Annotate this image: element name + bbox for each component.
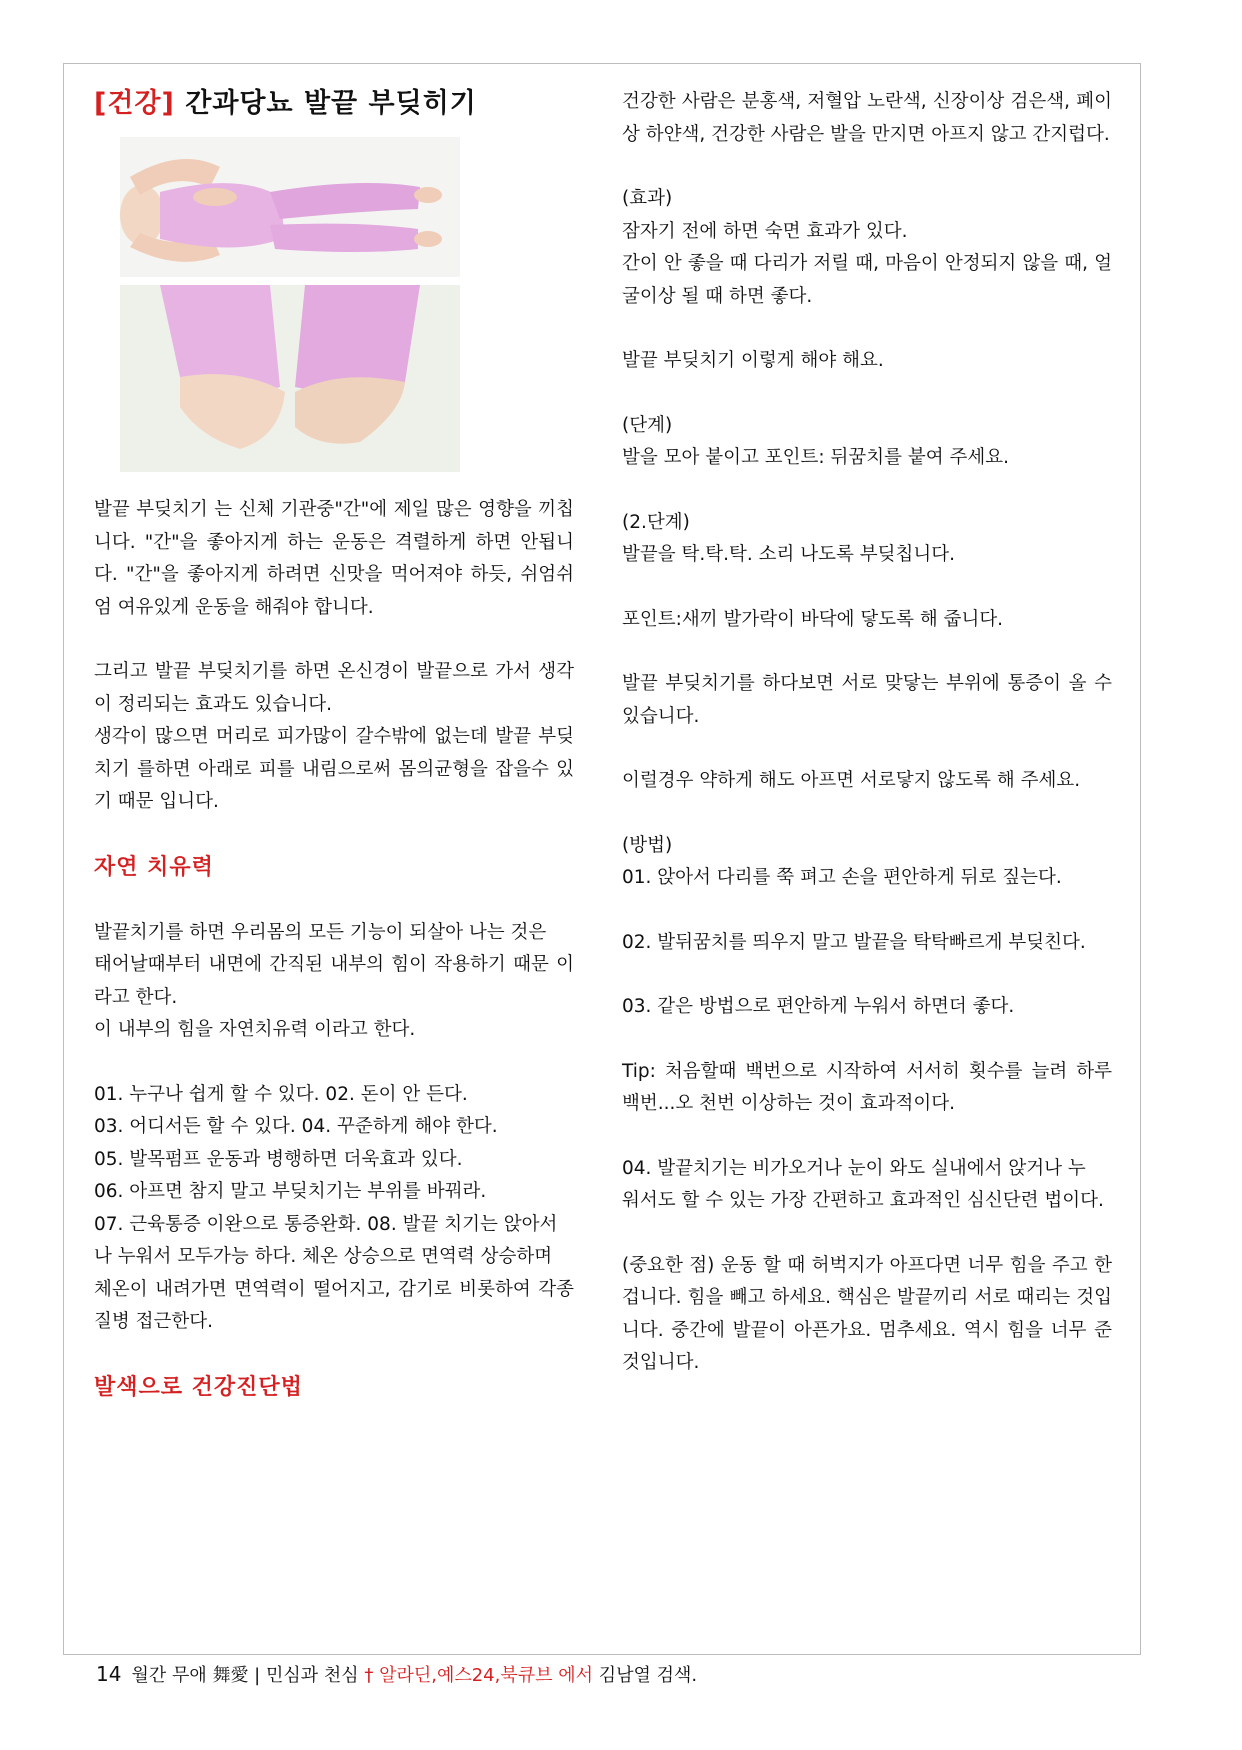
method-4a: 04. 발끝치기는 비가오거나 눈이 와도 실내에서 앉거나 누 bbox=[622, 1157, 1086, 1179]
search-hint: 김남열 검색. bbox=[593, 1665, 698, 1686]
natural-healing-line-3: 이 내부의 힘을 자연치유력 이라고 한다. bbox=[94, 1019, 416, 1041]
benefit-list-item: 나 누워서 모두가능 하다. 체온 상승으로 면역력 상승하며 bbox=[94, 1246, 553, 1268]
title-text: 간과당뇨 발끝 부딪히기 bbox=[174, 88, 477, 119]
method-label: (방법) bbox=[622, 834, 673, 856]
foot-color-diagnosis-heading: 발색으로 건강진단법 bbox=[94, 1374, 303, 1400]
title-tag: [건강] bbox=[94, 88, 175, 119]
important-note: (중요한 점) 운동 할 때 허벅지가 아프다면 너무 힘을 주고 한겁니다. 힘을 빼고 하세요. 핵심은 발끝끼리 서로 때리는 것입니다. 중간에 발끝이 아픈가요. 멈추세요. 역시 힘을 너무 준 것입니다. bbox=[622, 1254, 1112, 1373]
intro-paragraph-1: 발끝 부딪치기 는 신체 기관중"간"에 제일 많은 영향을 끼칩니다. "간"을 좋아지게 하는 운동은 격렬하게 하면 안됩니다. "간"을 좋아지게 하려면 신맛을 먹어져야 하듯, 쉬엄쉬엄 여유있게 운동을 해줘야 합니다. bbox=[94, 499, 574, 618]
caution-2: 이럴경우 약하게 해도 아프면 서로닿지 않도록 해 주세요. bbox=[622, 770, 1081, 791]
step-2-label: (2.단계) bbox=[622, 511, 690, 533]
tip: Tip: 처음할때 백번으로 시작하여 서서히 횟수를 늘려 하루 백번...오 천번 이상하는 것이 효과적이다. bbox=[622, 1060, 1112, 1114]
method-4b: 워서도 할 수 있는 가장 간편하고 효과적인 심신단련 법이다. bbox=[622, 1190, 1104, 1211]
effect-label: (효과) bbox=[622, 188, 673, 209]
store-highlight: † 알라딘,예스24,북큐브 에서 bbox=[364, 1665, 594, 1686]
method-3: 03. 같은 방법으로 편안하게 누워서 하면더 좋다. bbox=[622, 996, 1015, 1017]
method-1: 01. 앉아서 다리를 쭉 펴고 손을 편안하게 뒤로 짚는다. bbox=[622, 867, 1062, 888]
natural-healing-heading: 자연 치유력 bbox=[94, 854, 214, 880]
benefit-list-item: 07. 근육통증 이완으로 통증완화. 08. 발끝 치기는 앉아서 bbox=[94, 1213, 558, 1235]
effect-line-1: 잠자기 전에 하면 숙면 효과가 있다. bbox=[622, 220, 908, 242]
point-note: 포인트:새끼 발가락이 바닥에 닿도록 해 줍니다. bbox=[622, 608, 1004, 630]
page-footer bbox=[96, 1660, 697, 1690]
page-frame bbox=[63, 63, 1141, 1655]
method-2: 02. 발뒤꿈치를 띄우지 말고 발끝을 탁탁빠르게 부딪친다. bbox=[622, 931, 1086, 953]
right-column bbox=[622, 86, 1112, 1380]
caution-1: 발끝 부딪치기를 하다보면 서로 맞닿는 부위에 통증이 올 수 있습니다. bbox=[622, 673, 1112, 727]
benefit-list-item: 체온이 내려가면 면역력이 떨어지고, 감기로 비롯하여 각종 질병 접근한다. bbox=[94, 1278, 574, 1333]
intro-paragraph-2: 그리고 발끝 부딪치기를 하면 온신경이 발끝으로 가서 생각이 정리되는 효과도 있습니다. bbox=[94, 661, 574, 715]
step-2: 발끝을 탁.탁.탁. 소리 나도록 부딪칩니다. bbox=[622, 544, 955, 565]
benefit-list-item: 01. 누구나 쉽게 할 수 있다. 02. 돈이 안 든다. bbox=[94, 1083, 468, 1105]
natural-healing-line-1: 발끝치기를 하면 우리몸의 모든 기능이 되살아 나는 것은 bbox=[94, 921, 547, 943]
page-number: 14 bbox=[96, 1662, 122, 1686]
benefit-list-item: 05. 발목펌프 운동과 병행하면 더욱효과 있다. bbox=[94, 1148, 463, 1170]
diagnosis-paragraph: 건강한 사람은 분홍색, 저혈압 노란색, 신장이상 검은색, 폐이상 하얀색, 건강한 사람은 발을 만지면 아프지 않고 간지럽다. bbox=[622, 91, 1112, 145]
benefit-list-item: 06. 아프면 참지 말고 부딪치기는 부위를 바꿔라. bbox=[94, 1181, 487, 1203]
left-column bbox=[94, 86, 574, 1405]
natural-healing-line-2: 태어날때부터 내면에 간직된 내부의 힘이 작용하기 때문 이라고 한다. bbox=[94, 954, 574, 1008]
exercise-photo bbox=[120, 137, 460, 472]
article-title bbox=[94, 86, 574, 121]
exercise-illustration bbox=[120, 137, 460, 472]
how-intro: 발끝 부딪치기 이렇게 해야 해요. bbox=[622, 350, 884, 371]
step-label: (단계) bbox=[622, 414, 673, 436]
intro-paragraph-3: 생각이 많으면 머리로 피가많이 갈수밖에 없는데 발끝 부딪치기 를하면 아래로 피를 내림으로써 몸의균형을 잡을수 있기 때문 입니다. bbox=[94, 726, 574, 813]
effect-line-2: 간이 안 좋을 때 다리가 저릴 때, 마음이 안정되지 않을 때, 얼굴이상 될 때 하면 좋다. bbox=[622, 253, 1112, 307]
step-1: 발을 모아 붙이고 포인트: 뒤꿈치를 붙여 주세요. bbox=[622, 447, 1009, 468]
magazine-name: 월간 무애 舞愛 | 민심과 천심 bbox=[131, 1665, 365, 1686]
benefit-list-item: 03. 어디서든 할 수 있다. 04. 꾸준하게 해야 한다. bbox=[94, 1116, 498, 1138]
